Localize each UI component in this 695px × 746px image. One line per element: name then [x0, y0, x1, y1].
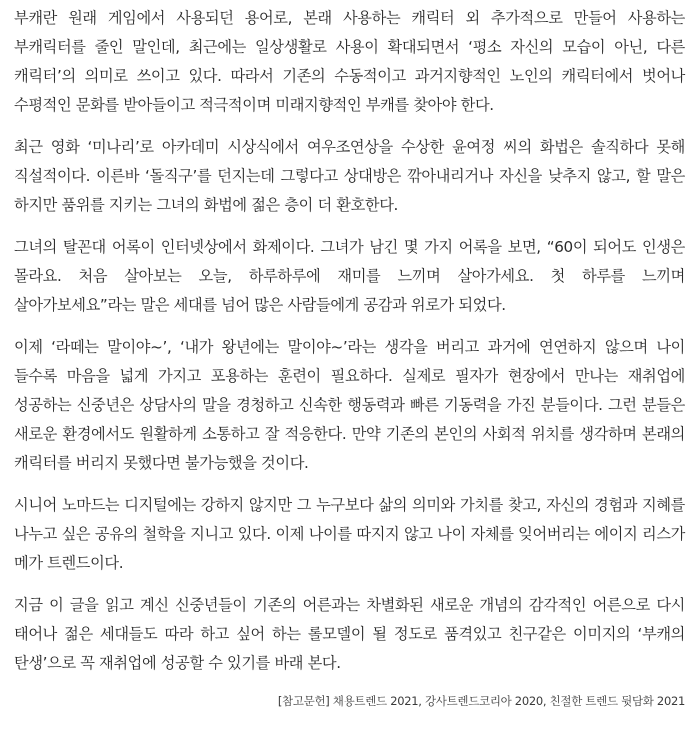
paragraph-6: 지금 이 글을 읽고 계신 신중년들이 기존의 어른과는 차별화된 새로운 개념의 감각적인 어른으로 다시 태어나 젊은 세대들도 따라 하고 싶어 하는 롤모델이 될 정도로 품격있고 친구같은 이미지의 ‘부캐의 탄생’으로 꼭 재취업에 성공할 수 있기를 바래 본다. — [14, 596, 685, 672]
paragraph-5: 시니어 노마드는 디지털에는 강하지 않지만 그 누구보다 삶의 의미와 가치를 찾고, 자신의 경험과 지혜를 나누고 싶은 공유의 철학을 지니고 있다. 이제 나이를 따지지 않고 나이 자체를 잊어버리는 에이지 리스가 메가 트렌드이다. — [14, 496, 685, 572]
reference-note: [참고문헌] 채용트렌드 2021, 강사트렌드코리아 2020, 친절한 트렌드 뒷담화 2021 — [277, 694, 685, 708]
paragraph-3: 그녀의 탈꼰대 어록이 인터넷상에서 화제이다. 그녀가 남긴 몇 가지 어록을 보면, “60이 되어도 인생은 몰라요. 처음 살아보는 오늘, 하루하루에 재미를 느끼며 살아가세요. 첫 하루를 느끼며 살아가보세요”라는 말은 세대를 넘어 많은 사람들에게 공감과 위로가 되었다. — [14, 238, 685, 314]
paragraph-2: 최근 영화 ‘미나리’로 아카데미 시상식에서 여우조연상을 수상한 윤여정 씨의 화법은 솔직하다 못해 직설적이다. 이른바 ‘돌직구’를 던지는데 그렇다고 상대방은 깎아내리거나 자신을 낮추지 않고, 할 말은 하지만 품위를 지키는 그녀의 화법에 젊은 층이 더 환호한다. — [14, 138, 685, 214]
paragraph-1: 부캐란 원래 게임에서 사용되던 용어로, 본래 사용하는 캐릭터 외 추가적으로 만들어 사용하는 부캐릭터를 줄인 말인데, 최근에는 일상생활로 사용이 확대되면서 ‘평소 자신의 모습이 아닌, 다른 캐릭터’의 의미로 쓰이고 있다. 따라서 기존의 수동적이고 과거지향적인 노인의 캐릭터에서 벗어나 수평적인 문화를 받아들이고 적극적이며 미래지향적인 부캐를 찾아야 한다. — [14, 9, 685, 114]
paragraph-4: 이제 ‘라떼는 말이야~’, ‘내가 왕년에는 말이야~’라는 생각을 버리고 과거에 연연하지 않으며 나이 들수록 마음을 넓게 가지고 포용하는 훈련이 필요하다. 실제로 필자가 현장에서 만나는 재취업에 성공하는 신중년은 상담사의 말을 경청하고 신속한 행동력과 빠른 기동력을 가진 분들이다. 그런 분들은 새로운 환경에서도 원활하게 소통하고 잘 적응한다. 만약 기존의 본인의 사회적 위치를 생각하며 본래의 캐릭터를 버리지 못했다면 불가능했을 것이다. — [14, 338, 685, 472]
